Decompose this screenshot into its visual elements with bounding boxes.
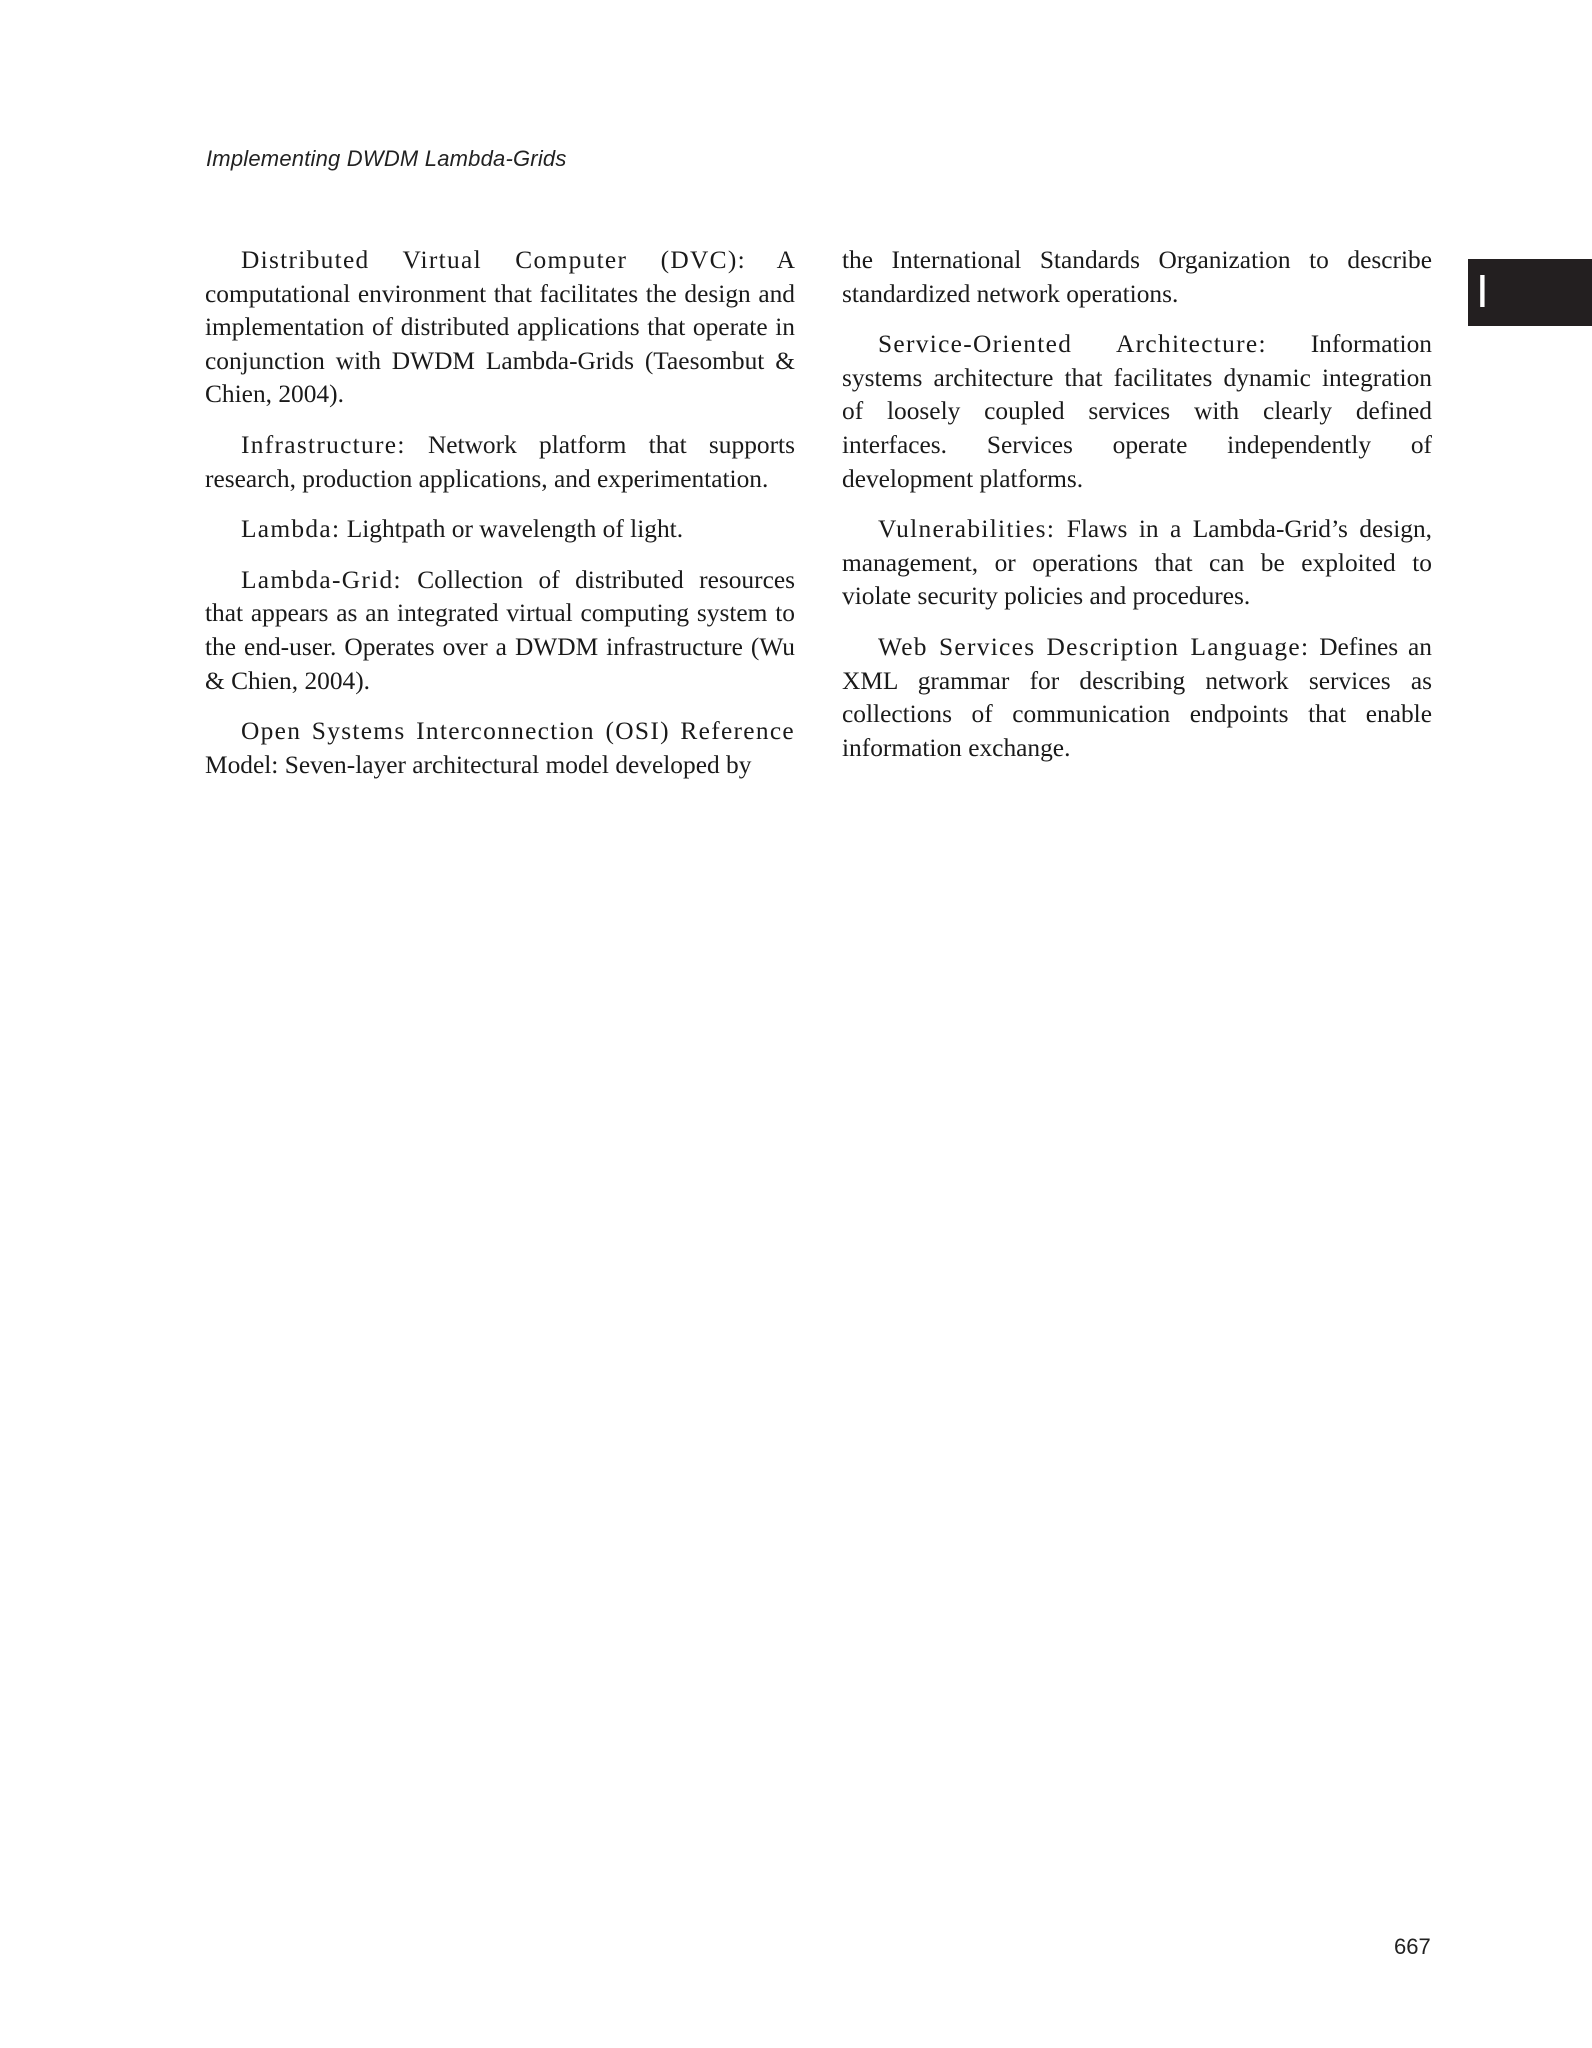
glossary-term: Open Systems Interconnection (OSI) Reference — [241, 717, 795, 746]
glossary-entry-lambda-grid — [205, 564, 795, 698]
glossary-term: Distributed Virtual Computer (DVC): — [241, 246, 746, 274]
glossary-definition: Flaws in a Lambda-Grid’s design, management, or operations that can be exploited to violate security policies and procedures. — [842, 515, 1432, 611]
glossary-definition: Collection of distributed resources that appears as an integrated virtual computing system to the end-user. Operates over a DWDM infrastructure (Wu & Chien, 2004). — [205, 565, 795, 695]
glossary-definition: A computational environment that facilitates the design and implementation of distributed applications that operate in conjunction with DWDM Lambda-Grids (Taesombut & Chien, 2004). — [205, 246, 795, 409]
glossary-entry-infrastructure — [205, 429, 795, 496]
glossary-term: Infrastructure: — [241, 430, 406, 459]
glossary-term: Lambda: — [241, 515, 341, 544]
glossary-entry-dvc — [205, 244, 795, 412]
glossary-term: Web Services Description Language: — [878, 632, 1310, 661]
glossary-entry-osi-continued: the International Standards Organization to describe standardized network operations. — [842, 246, 1432, 308]
glossary-entry-osi — [205, 715, 795, 782]
glossary-term: Lambda-Grid: — [241, 565, 402, 594]
right-column — [842, 244, 1432, 782]
page-number: 667 — [1394, 1934, 1431, 1959]
glossary-definition: Model: Seven-layer architectural model developed by — [205, 750, 752, 779]
glossary-definition: Information systems architecture that facilitates dynamic integration of loosely coupled services with clearly defined interfaces. Services operate independently of development platforms. — [842, 330, 1432, 493]
glossary-entry-soa — [842, 328, 1432, 496]
glossary-definition: Lightpath or wavelength of light. — [346, 515, 684, 544]
running-head: Implementing DWDM Lambda-Grids — [206, 146, 567, 171]
section-tab-letter: I — [1476, 265, 1489, 317]
glossary-term: Vulnerabilities: — [878, 515, 1056, 544]
glossary-definition: Defines an XML grammar for describing network services as collections of communication endpoints that enable information exchange. — [842, 632, 1432, 762]
section-thumb-tab — [1468, 259, 1592, 326]
glossary-entry-wsdl — [842, 631, 1432, 765]
glossary-term: Service-Oriented Architecture: — [878, 330, 1267, 359]
left-column — [205, 244, 795, 799]
glossary-definition: Network platform that supports research, production applications, and experimentation. — [205, 430, 795, 493]
glossary-entry-lambda — [205, 513, 795, 547]
glossary-entry-vulnerabilities — [842, 513, 1432, 614]
